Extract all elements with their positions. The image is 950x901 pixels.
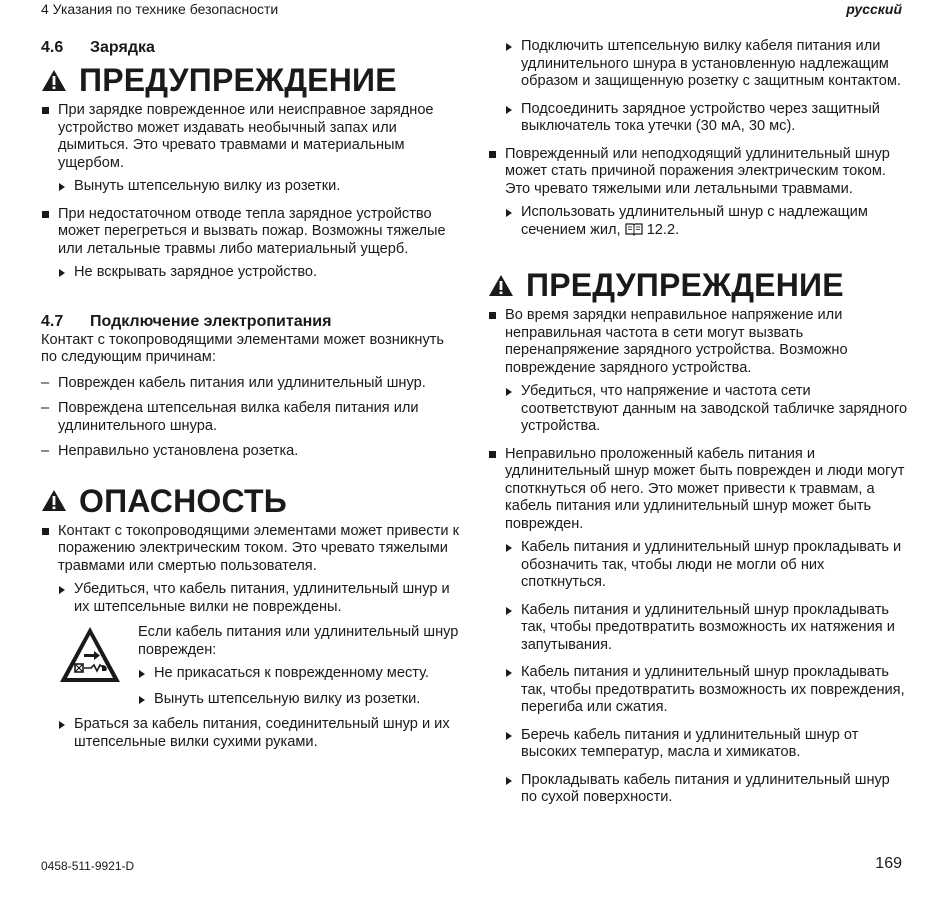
list-item: Не вскрывать зарядное устройство. [41,264,461,282]
page-reference: 12.2. [646,221,680,238]
list-item: Кабель питания и удлинительный шнур прокладывать так, чтобы предотвратить возможность их натяжения и запутывания. [488,602,908,655]
arrow-bullet-icon [59,269,65,277]
left-column [41,38,461,751]
list-item: Во время зарядки неправильное напряжение или неправильная частота в сети могут вызвать перенапряжение зарядного устройства. Возможно повреждение зарядного устройства. [488,307,908,377]
page-header-chapter: 4 Указания по технике безопасности [41,1,279,17]
square-bullet-icon [42,107,49,114]
list-item: При недостаточном отводе тепла зарядное устройство может перегреться и вызвать пожар. Возможны тяжелые или летальные травмы либо материальный ущерб. [41,206,461,259]
list-item: Не прикасаться к поврежденному месту. [138,665,461,683]
section-number: 4.7 [41,312,64,330]
list-item: Использовать удлинительный шнур с надлежащим сечением жил, 12.2. [488,204,908,241]
section-title: Зарядка [90,39,155,56]
list-item: – Неправильно установлена розетка. [41,443,299,459]
list-item: Беречь кабель питания и удлинительный шнур от высоких температур, масла и химикатов. [488,727,908,762]
list-item: Кабель питания и удлинительный шнур прокладывать и обозначить так, чтобы люди не могли об них споткнуться. [488,539,908,592]
arrow-bullet-icon [59,586,65,594]
list-item: Поврежденный или неподходящий удлинительный шнур может стать причиной поражения электрическим током. Это чревато тяжелыми или летальными травмами. [488,146,908,199]
section-title: Подключение электропитания [90,312,332,330]
list-item: – Поврежден кабель питания или удлинительный шнур. [41,374,426,391]
document-code: 0458-511-9921-D [41,859,135,873]
section-number: 4.6 [41,39,64,56]
arrow-bullet-icon [59,183,65,191]
list-item: Подсоединить зарядное устройство через защитный выключатель тока утечки (30 мА, 30 мс). [488,101,908,136]
list-item: Контакт с токопроводящими элементами может привести к поражению электрическим током. Это чревато тяжелыми травмами или смертью пользователя. [41,523,461,576]
electric-shock-warning-icon [58,624,122,688]
book-reference-icon [625,222,643,242]
list-item: При зарядке поврежденное или неисправное зарядное устройство может издавать необычный запах или дымиться. Это чревато травмами и материальным ущербом. [41,102,461,172]
arrow-bullet-icon [139,670,145,678]
warning-title: ПРЕДУПРЕЖДЕНИЕ [526,267,844,303]
damaged-cable-notice [58,624,461,708]
arrow-bullet-icon [506,43,512,51]
list-item: – Повреждена штепсельная вилка кабеля питания или удлинительного шнура. [41,400,419,434]
arrow-bullet-icon [506,607,512,615]
arrow-bullet-icon [139,696,145,704]
list-item: Прокладывать кабель питания и удлинительный шнур по сухой поверхности. [488,772,908,807]
arrow-bullet-icon [506,209,512,217]
list-item: Кабель питания и удлинительный шнур прокладывать так, чтобы предотвратить возможность их повреждения, перегиба или сжатия. [488,664,908,717]
section-intro: Контакт с токопроводящими элементами может возникнуть по следующим причинам: [41,331,445,365]
list-item: Вынуть штепсельную вилку из розетки. [41,178,461,196]
section-heading-4-7 [41,312,461,332]
right-column [488,38,908,807]
warning-heading [488,268,908,302]
warning-triangle-icon [41,69,67,92]
list-item: Убедиться, что напряжение и частота сети соответствуют данным на заводской табличке зарядного устройства. [488,383,908,436]
list-item: Убедиться, что кабель питания, удлинительный шнур и их штепсельные вилки не повреждены. [41,581,461,616]
arrow-bullet-icon [506,544,512,552]
arrow-bullet-icon [59,721,65,729]
warning-title: ПРЕДУПРЕЖДЕНИЕ [79,62,397,98]
arrow-bullet-icon [506,106,512,114]
list-item: Подключить штепсельную вилку кабеля питания или удлинительного шнура в установленную надлежащим образом и защищенную розетку с защитным контактом. [488,38,908,91]
danger-heading [41,484,461,518]
list-item: Вынуть штепсельную вилку из розетки. [138,691,461,709]
arrow-bullet-icon [506,388,512,396]
arrow-bullet-icon [506,732,512,740]
square-bullet-icon [489,312,496,319]
square-bullet-icon [489,451,496,458]
notice-text: Если кабель питания или удлинительный шнур поврежден: [138,624,459,658]
danger-title: ОПАСНОСТЬ [79,482,287,519]
square-bullet-icon [42,211,49,218]
list-item: Браться за кабель питания, соединительный шнур и их штепсельные вилки сухими руками. [41,716,461,751]
list-item: Неправильно проложенный кабель питания и удлинительный шнур может быть поврежден и люди могут споткнуться об него. Это может привести к травмам, а кабель питания или удлинительный шнур может быть поврежден. [488,446,908,534]
arrow-bullet-icon [506,669,512,677]
square-bullet-icon [489,151,496,158]
page-header-language: русский [846,1,902,17]
arrow-bullet-icon [506,777,512,785]
section-heading-4-6 [41,38,461,58]
warning-triangle-icon [488,274,514,297]
warning-triangle-icon [41,489,67,512]
page-number: 169 [875,855,902,872]
warning-heading [41,63,461,97]
square-bullet-icon [42,528,49,535]
